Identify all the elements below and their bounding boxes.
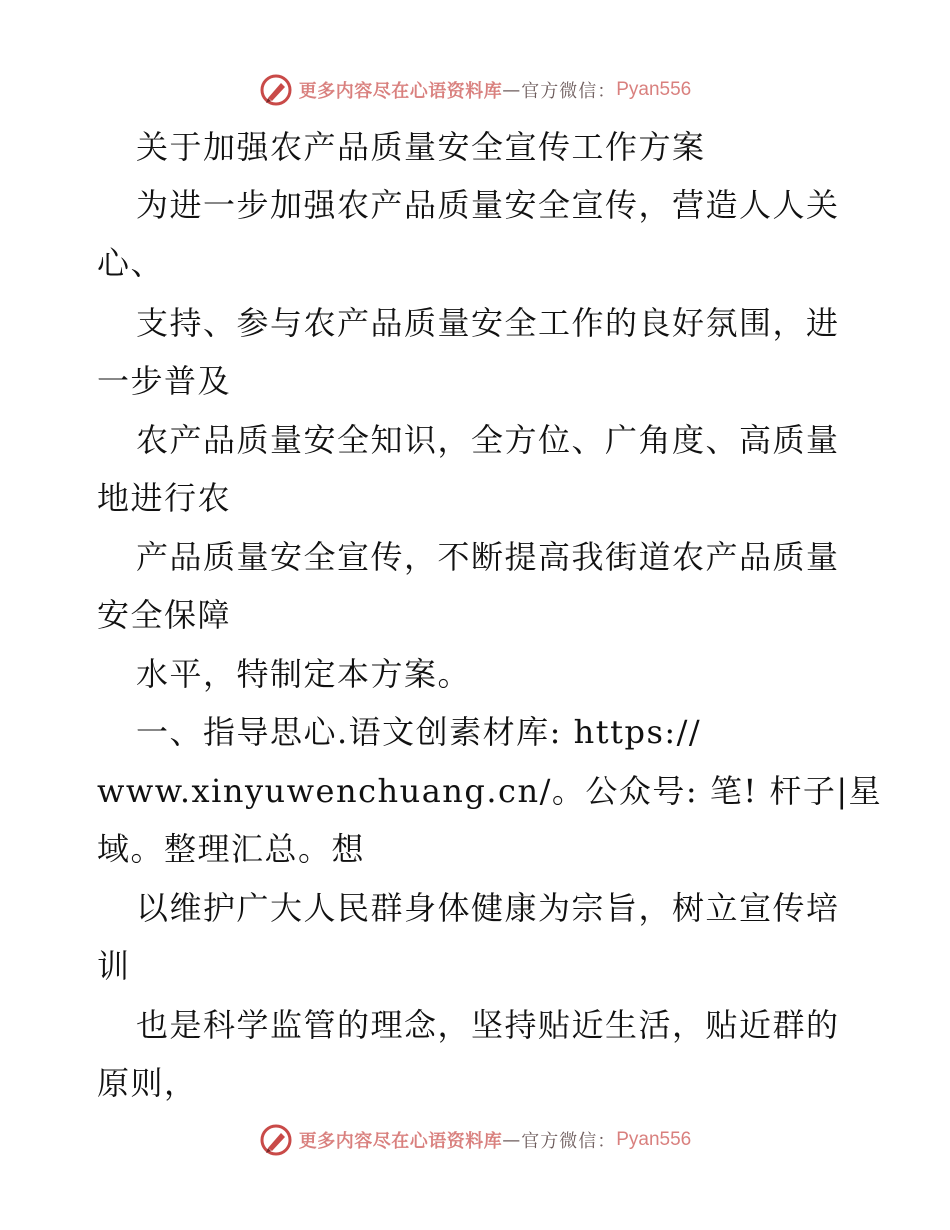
body-line: 农产品质量安全知识，全方位、广角度、高质量: [136, 421, 840, 459]
pen-logo-icon: [259, 73, 293, 107]
body-line: 产品质量安全宣传，不断提高我街道农产品质量: [136, 538, 840, 576]
body-line: 为进一步加强农产品质量安全宣传，营造人人关: [136, 186, 840, 224]
body-line: 地进行农: [97, 479, 232, 517]
body-line: 心、: [97, 244, 165, 282]
body-line: 安全保障: [97, 596, 232, 634]
footer-banner: [0, 1120, 950, 1160]
pen-logo-icon: [259, 1123, 293, 1157]
banner-wechat-id: Pyan556: [616, 1129, 692, 1150]
body-line: 支持、参与农产品质量安全工作的良好氛围，进: [136, 304, 840, 342]
body-line: 域。整理汇总。想: [97, 830, 366, 868]
document-title: 关于加强农产品质量安全宣传工作方案: [136, 128, 706, 166]
body-line: 也是科学监管的理念，坚持贴近生活，贴近群的: [136, 1006, 840, 1044]
banner-wechat-id: Pyan556: [616, 79, 692, 100]
body-line: 原则，: [97, 1064, 198, 1102]
section-heading: 一、指导思心.语文创素材库: https://: [136, 713, 702, 751]
banner-title: 更多内容尽在心语资料库: [298, 81, 503, 102]
banner-wechat-label: 官方微信：: [521, 81, 617, 102]
banner-dash: —: [502, 79, 522, 101]
header-banner: [0, 70, 950, 110]
body-line: 一步普及: [97, 362, 232, 400]
banner-title: 更多内容尽在心语资料库: [298, 1131, 503, 1152]
body-line: 训: [97, 947, 131, 985]
body-line: www.xinyuwenchuang.cn/。公众号: 笔! 杆子|星: [97, 772, 883, 810]
body-line: 以维护广大人民群身体健康为宗旨，树立宣传培: [136, 889, 840, 927]
banner-dash: —: [502, 1129, 522, 1151]
banner-wechat-label: 官方微信：: [521, 1131, 617, 1152]
body-line: 水平，特制定本方案。: [136, 655, 472, 693]
